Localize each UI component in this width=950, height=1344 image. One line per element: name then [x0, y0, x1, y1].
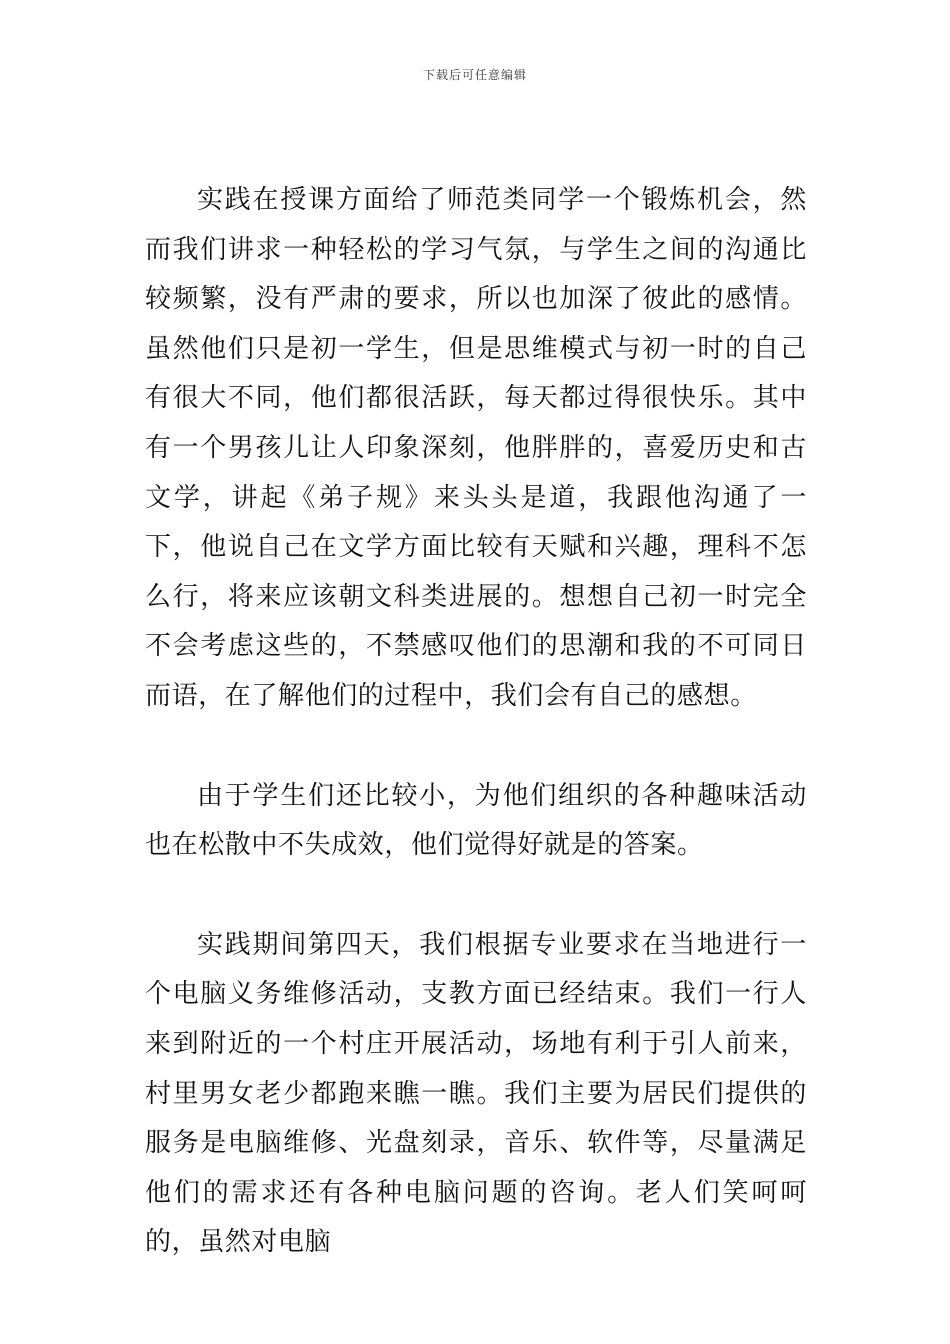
paragraph-teaching-practice: 实践在授课方面给了师范类同学一个锻炼机会，然而我们讲求一种轻松的学习气氛，与学生之间的沟通比较频繁，没有严肃的要求，所以也加深了彼此的感情。虽然他们只是初一学生，但是思维模式与初一时的自己有很大不同，他们都很活跃，每天都过得很快乐。其中有一个男孩儿让人印象深刻，他胖胖的，喜爱历史和古文学，讲起《弟子规》来头头是道，我跟他沟通了一下，他说自己在文学方面比较有天赋和兴趣，理科不怎么行，将来应该朝文科类进展的。想想自己初一时完全不会考虑这些的，不禁感叹他们的思潮和我的不可同日而语，在了解他们的过程中，我们会有自己的感想。 [145, 185, 807, 711]
paragraph-computer-repair: 实践期间第四天，我们根据专业要求在当地进行一个电脑义务维修活动，支教方面已经结束。我们一行人来到附近的一个村庄开展活动，场地有利于引人前来，村里男女老少都跑来瞧一瞧。我们主要为居民们提供的服务是电脑维修、光盘刻录，音乐、软件等，尽量满足他们的需求还有各种电脑问题的咨询。老人们笑呵呵的，虽然对电脑 [145, 929, 807, 1258]
header-note: 下载后可任意编辑 [422, 68, 527, 82]
paragraph-activities: 由于学生们还比较小，为他们组织的各种趣味活动也在松散中不失成效，他们觉得好就是的答案。 [145, 780, 807, 861]
document-body [145, 176, 807, 1268]
